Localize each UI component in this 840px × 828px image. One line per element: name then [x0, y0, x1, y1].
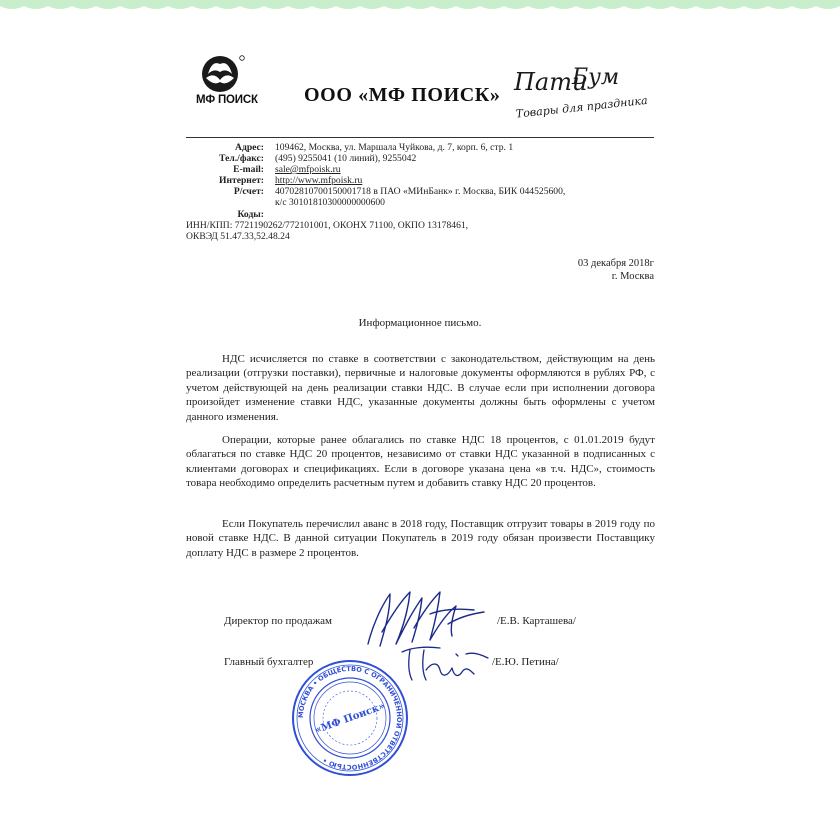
company-stamp-icon	[290, 658, 410, 778]
paragraph-2-text: Операции, которые ранее облагались по ставке НДС 18 процентов, с 01.01.2019 будут облагаться по ставке НДС 20 процентов, независимо от ставки НДС указанной в подписанных с клиентами договорах и спецификациях. Если в договоре указана цена «в т.ч. НДС», стоимость товара необходимо определить расчетным путем и добавить ставку НДС 20 процентов.	[186, 434, 655, 490]
date-block	[578, 257, 654, 283]
paragraph-3	[186, 517, 655, 560]
codes-line-1: ИНН/КПП: 7721190262/772101001, ОКОНХ 71100, ОКПО 13178461,	[186, 220, 469, 231]
req-label-codes: Коды:	[237, 209, 264, 220]
stamp-ring-text: МОСКВА • ОБЩЕСТВО С ОГРАНИЧЕННОЙ ОТВЕТСТВЕННОСТЬЮ •	[296, 664, 404, 772]
req-label-phone: Тел./факс:	[219, 153, 264, 164]
director-name: /Е.В. Карташева/	[497, 615, 576, 627]
req-value-corr-account: к/с 30101810300000000600	[275, 197, 385, 208]
company-title: ООО «МФ ПОИСК»	[304, 84, 501, 106]
svg-text:Бум: Бум	[572, 65, 620, 90]
req-label-account: Р/счет:	[233, 186, 264, 197]
req-value-account: 40702810700150001718 в ПАО «МИнБанк» г. Москва, БИК 044525600,	[275, 186, 566, 197]
director-title: Директор по продажам	[224, 615, 333, 627]
letter-date: 03 декабря 2018г	[577, 258, 654, 269]
accountant-title: Главный бухгалтер	[224, 656, 314, 668]
req-value-website-link[interactable]: http://www.mfpoisk.ru	[275, 175, 363, 186]
header-divider	[186, 137, 654, 138]
req-label-address: Адрес:	[235, 142, 264, 153]
logo-left-text: МФ ПОИСК	[196, 94, 258, 106]
paragraph-3-text: Если Покупатель перечислил аванс в 2018 году, Поставщик отгрузит товары в 2019 году по новой ставке НДС. В данной ситуации Покупатель в 2019 году обязан произвести Поставщику доплату НДС в размере 2 процентов.	[186, 518, 655, 559]
req-label-website: Интернет:	[219, 175, 264, 186]
stamp-center-text: «МФ Поиск»	[313, 700, 387, 737]
document-title: Информационное письмо.	[358, 317, 482, 329]
svg-text:Пати: Пати	[514, 68, 588, 96]
req-value-address: 109462, Москва, ул. Маршала Чуйкова, д. 7, корп. 6, стр. 1	[275, 142, 514, 153]
paragraph-1	[186, 352, 655, 424]
accountant-signature-icon	[396, 640, 496, 688]
paragraph-2	[186, 433, 655, 491]
paragraph-1-text: НДС исчисляется по ставке в соответствии с законодательством, действующим на день реализации (отгрузки поставки), первичные и налоговые документы оформляются в рублях РФ, с учетом действующей на день реализации ставки НДС. В случае если при исполнении договора произойдет изменение ставки НДС, указанные документы должны быть оформлены с учетом данного изменения.	[186, 353, 655, 423]
req-value-phone: (495) 9255041 (10 линий), 9255042	[275, 153, 417, 164]
party-boom-logo-icon	[510, 62, 649, 128]
svg-text:Товары для праздника: Товары для праздника	[515, 93, 649, 121]
req-value-email-link[interactable]: sale@mfpoisk.ru	[275, 164, 341, 175]
req-label-email: E-mail:	[233, 164, 264, 175]
accountant-name: /Е.Ю. Петина/	[492, 656, 559, 668]
codes-line-2: ОКВЭД 51.47.33,52.48.24	[186, 231, 290, 242]
letter-city: г. Москва	[611, 271, 654, 282]
